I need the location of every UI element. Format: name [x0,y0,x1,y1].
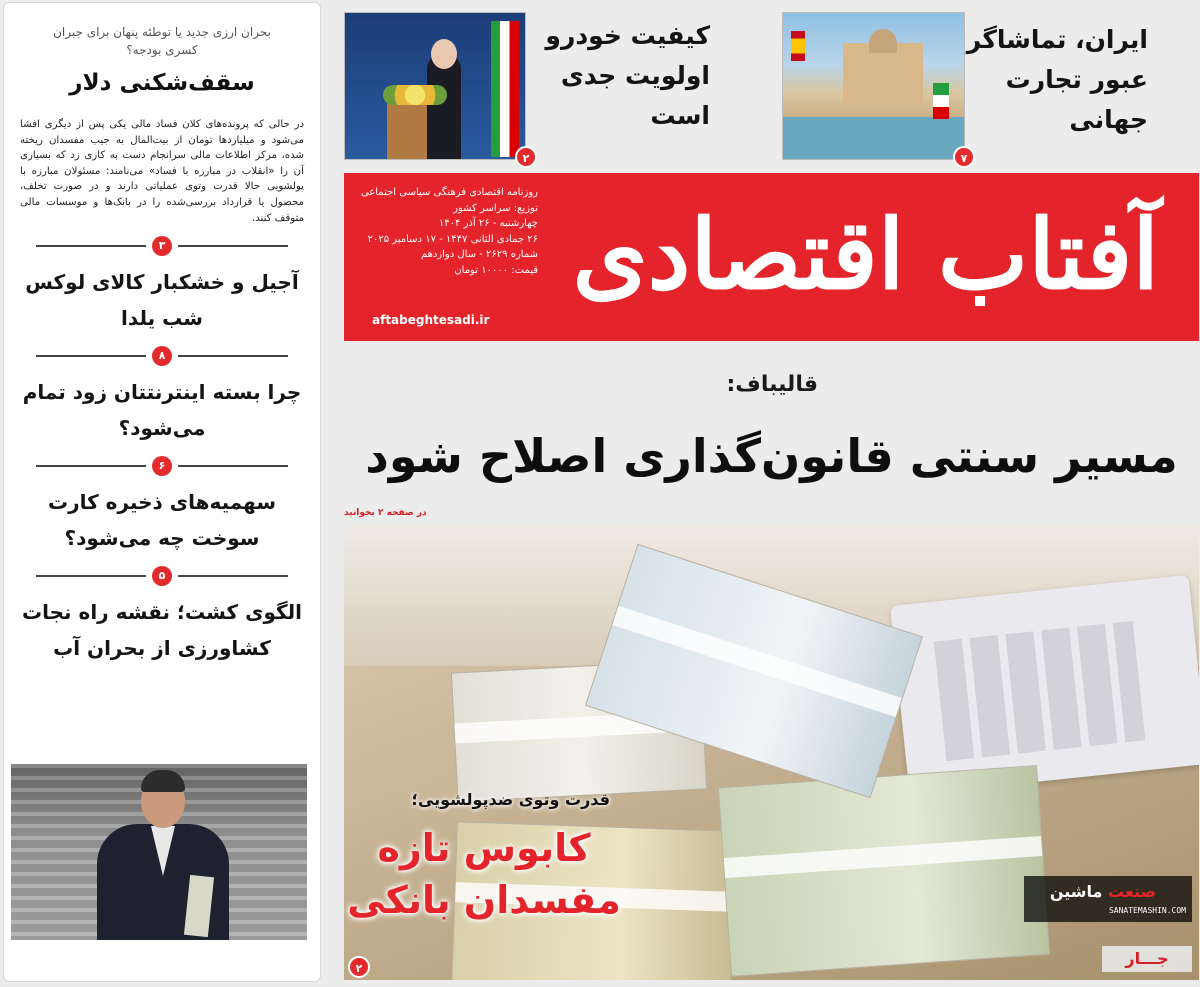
sidebar-photo-official[interactable] [11,764,307,940]
lead-body: در حالی که پرونده‌های کلان فساد مالی یکی پس از دیگری افشا می‌شود و میلیاردها تومان از بیت‌المال به جیب مفسدان ریخته شده، مرکز اطلاعات مالی سرانجام دست به کاری زد که بسیاری آن را «انقلاب در مبارزه با فساد» می‌نامند: مسئولان مبارزه با پولشویی حالا قدرت وتوی عملیاتی دارند و در صورت تخلف، محصول یا قرارداد بررسی‌شده را در بانک‌ها و موسسات مالی متوقف کنند. [20,119,304,224]
page-number-badge: ۳ [152,236,172,256]
photo-story-headline[interactable]: کابوس تازه مفسدان بانکی [347,826,621,922]
page-reference: در صفحه ۲ بخوانید [344,508,427,518]
main-kicker: قالیباف: [726,372,818,397]
teaser-page-badge: ۷ [953,146,975,168]
watermark-name: صنعت ماشین [1049,882,1156,901]
info-distribution: توزیع: سراسر کشور [453,202,538,214]
newspaper-logo: آفتاب اقتصادی [572,198,1159,311]
watermark-label: جـــار [1102,946,1192,972]
page-number-badge: ۵ [152,566,172,586]
issue-info [344,185,544,279]
lead-kicker: بحران ارزی جدید یا توطئه پنهان برای جبران کسری بودجه؟ [53,25,271,57]
photo-story-kicker: قدرت وتوی ضدپولشویی؛ [411,790,610,809]
sidebar-story-fuel-card[interactable]: سهمیه‌های ذخیره کارت سوخت چه می‌شود؟ [47,490,277,551]
teaser-photo-car-quality[interactable] [344,12,526,160]
masthead [344,173,1199,341]
section-divider [18,456,306,476]
sidebar-story-agriculture[interactable]: الگوی کشت؛ نقشه راه نجات کشاورزی از بحران آب [22,600,302,661]
section-divider [18,346,306,366]
banknote-stack [718,765,1050,977]
info-type: روزنامه اقتصادی فرهنگی سیاسی اجتماعی [360,187,538,198]
teaser-title-car-quality[interactable]: کیفیت خودرو اولویت جدی است [545,21,710,130]
section-divider [18,236,306,256]
sidebar-story-internet[interactable]: چرا بسته اینترنتتان زود تمام می‌شود؟ [22,380,302,441]
photo-story-page-badge: ۲ [348,956,370,978]
watermark-url: SANATEMASHIN.COM [1108,906,1186,915]
sidebar-story-nuts[interactable]: آجیل و خشکبار کالای لوکس شب یلدا [25,270,299,331]
lead-headline[interactable]: سقف‌شکنی دلار [69,70,255,96]
teaser-title-trade[interactable]: ایران، تماشاگر عبور تجارت جهانی [966,25,1148,134]
website-link[interactable]: aftabeghtesadi.ir [372,313,490,327]
info-price: قیمت: ۱۰۰۰۰ تومان [454,264,538,276]
watermark [1024,866,1196,976]
section-divider [18,566,306,586]
main-headline[interactable]: مسیر سنتی قانون‌گذاری اصلاح شود [365,429,1178,483]
info-date-other: ۲۶ جمادی الثانی ۱۴۴۷ - ۱۷ دسامبر ۲۰۲۵ [367,233,538,245]
calculator-image [890,575,1199,795]
info-issue-number: شماره ۲۶۲۹ - سال دوازدهم [420,249,538,261]
page-number-badge: ۸ [152,346,172,366]
page-number-badge: ۶ [152,456,172,476]
teaser-page-badge: ۲ [515,146,537,168]
info-date-persian: چهارشنبه - ۲۶ آذر ۱۴۰۴ [438,218,538,230]
teaser-photo-trade[interactable] [782,12,965,160]
